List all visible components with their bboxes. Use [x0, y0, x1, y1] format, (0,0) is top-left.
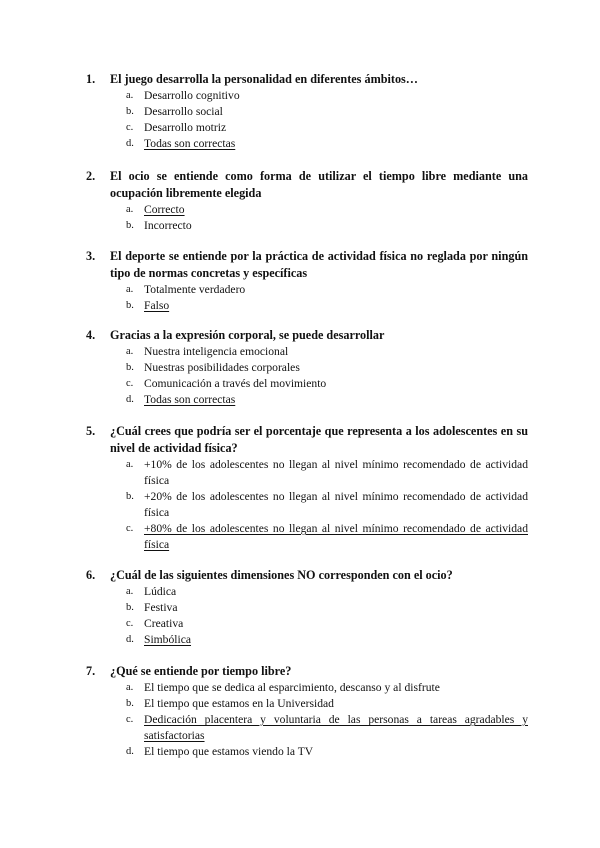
option-text: Lúdica [144, 585, 177, 598]
question-2 [86, 168, 528, 234]
question-heading [86, 663, 528, 680]
question-heading [86, 567, 528, 584]
option-b [86, 104, 528, 120]
option-letter: b. [126, 300, 134, 311]
option-text: Nuestras posibilidades corporales [144, 361, 300, 374]
question-number: 5. [86, 424, 96, 438]
question-heading [86, 248, 528, 282]
option-d [86, 744, 528, 760]
option-letter: a. [126, 346, 134, 357]
question-number: 1. [86, 72, 96, 86]
option-letter: a. [126, 586, 134, 597]
option-a [86, 584, 528, 600]
option-letter: c. [126, 523, 134, 534]
question-text: Gracias a la expresión corporal, se puede desarrollar [110, 328, 385, 342]
options-list [86, 584, 528, 648]
question-1 [86, 71, 528, 152]
option-b-correct [86, 298, 528, 314]
question-number: 7. [86, 664, 96, 678]
question-text: ¿Qué se entiende por tiempo libre? [110, 664, 292, 678]
option-a [86, 344, 528, 360]
option-text: Desarrollo motriz [144, 121, 227, 134]
option-text: +20% de los adolescentes no llegan al nivel mínimo recomendado de actividad física [144, 490, 528, 519]
question-number: 3. [86, 249, 96, 263]
option-text: +10% de los adolescentes no llegan al nivel mínimo recomendado de actividad física [144, 458, 528, 487]
option-text: El tiempo que estamos viendo la TV [144, 745, 314, 758]
option-text: Creativa [144, 617, 184, 630]
option-d-correct [86, 392, 528, 408]
option-letter: a. [126, 459, 134, 470]
option-text: Todas son correctas [144, 393, 236, 406]
option-c [86, 120, 528, 136]
option-letter: a. [126, 682, 134, 693]
option-letter: b. [126, 362, 134, 373]
option-d-correct [86, 632, 528, 648]
question-6 [86, 567, 528, 648]
option-a [86, 88, 528, 104]
question-number: 2. [86, 169, 96, 183]
question-heading [86, 327, 528, 344]
option-letter: a. [126, 204, 134, 215]
option-letter: c. [126, 378, 134, 389]
option-text: El tiempo que se dedica al esparcimiento, descanso y al disfrute [144, 681, 440, 694]
options-list [86, 680, 528, 760]
option-letter: d. [126, 394, 134, 405]
option-b [86, 696, 528, 712]
option-text: Correcto [144, 203, 185, 216]
option-letter: b. [126, 106, 134, 117]
option-c [86, 376, 528, 392]
option-letter: d. [126, 138, 134, 149]
option-text: Todas son correctas [144, 137, 236, 150]
option-letter: b. [126, 220, 134, 231]
option-text: Incorrecto [144, 219, 192, 232]
option-b [86, 218, 528, 234]
question-number: 6. [86, 568, 96, 582]
option-b [86, 489, 528, 521]
question-text: ¿Cuál de las siguientes dimensiones NO corresponden con el ocio? [110, 568, 453, 582]
options-list [86, 282, 528, 314]
option-a [86, 282, 528, 298]
option-letter: d. [126, 634, 134, 645]
question-3 [86, 248, 528, 314]
option-letter: c. [126, 122, 134, 133]
option-b [86, 600, 528, 616]
option-c [86, 616, 528, 632]
question-heading [86, 71, 528, 88]
question-text: El juego desarrolla la personalidad en diferentes ámbitos… [110, 72, 418, 86]
option-a-correct [86, 202, 528, 218]
option-text: Simbólica [144, 633, 192, 646]
option-letter: a. [126, 284, 134, 295]
option-letter: a. [126, 90, 134, 101]
question-text: ¿Cuál crees que podría ser el porcentaje que representa a los adolescentes en su nivel de actividad física? [110, 424, 528, 455]
option-letter: b. [126, 602, 134, 613]
option-letter: b. [126, 698, 134, 709]
option-b [86, 360, 528, 376]
options-list [86, 457, 528, 553]
option-c-correct [86, 521, 528, 553]
question-7 [86, 663, 528, 760]
option-text: Festiva [144, 601, 178, 614]
options-list [86, 344, 528, 408]
option-letter: d. [126, 746, 134, 757]
question-heading [86, 423, 528, 457]
question-text: El ocio se entiende como forma de utilizar el tiempo libre mediante una ocupación libremente elegida [110, 169, 528, 200]
option-text: Falso [144, 299, 170, 312]
option-text: Totalmente verdadero [144, 283, 246, 296]
option-text: Nuestra inteligencia emocional [144, 345, 289, 358]
options-list [86, 202, 528, 234]
question-4 [86, 327, 528, 408]
question-5 [86, 423, 528, 553]
options-list [86, 88, 528, 152]
option-letter: c. [126, 618, 134, 629]
option-a [86, 457, 528, 489]
option-text: +80% de los adolescentes no llegan al nivel mínimo recomendado de actividad física [144, 522, 528, 551]
question-heading [86, 168, 528, 202]
option-c-correct [86, 712, 528, 744]
option-text: Dedicación placentera y voluntaria de las personas a tareas agradables y satisfactorias [144, 713, 528, 742]
question-number: 4. [86, 328, 96, 342]
option-d-correct [86, 136, 528, 152]
question-text: El deporte se entiende por la práctica de actividad física no reglada por ningún tipo de normas concretas y específicas [110, 249, 528, 280]
option-letter: c. [126, 714, 134, 725]
option-text: Desarrollo social [144, 105, 223, 118]
option-text: Desarrollo cognitivo [144, 89, 240, 102]
option-text: Comunicación a través del movimiento [144, 377, 327, 390]
option-text: El tiempo que estamos en la Universidad [144, 697, 334, 710]
option-a [86, 680, 528, 696]
option-letter: b. [126, 491, 134, 502]
